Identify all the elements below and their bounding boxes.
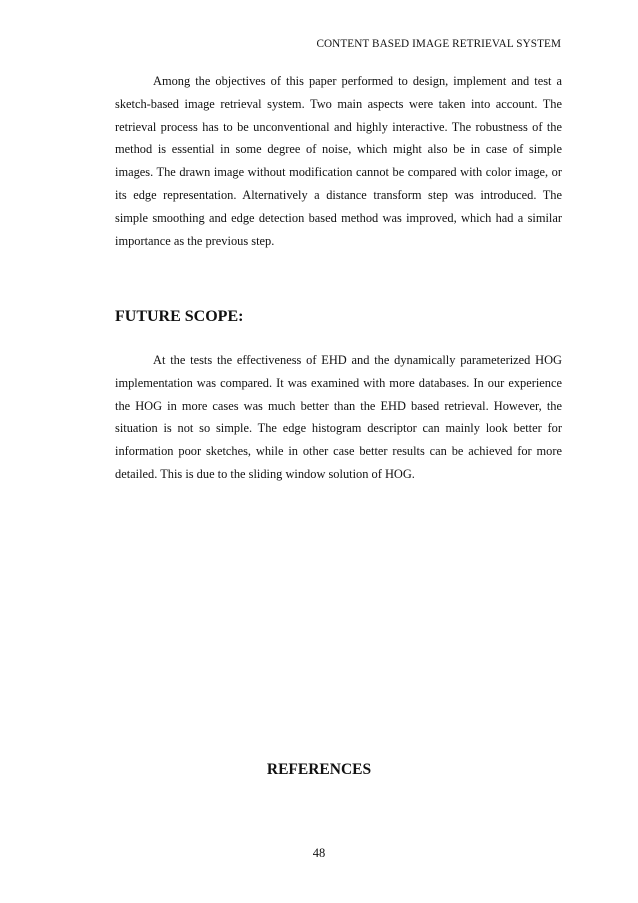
body-paragraph-future-scope: At the tests the effectiveness of EHD and the dynamically parameterized HOG implementation was compared. It was examined with more databases. In our experience the HOG in more cases was much better than the EHD based retrieval. However, the situation is not so simple. The edge histogram descriptor can mainly look better for information poor sketches, while in other case better results can be achieved for more detailed. This is due to the sliding window solution of HOG. (115, 353, 562, 481)
section-heading-references: REFERENCES (266, 761, 372, 778)
body-paragraph-objectives: Among the objectives of this paper performed to design, implement and test a sketch-based image retrieval system. Two main aspects were taken into account. The retrieval process has to be unconventional and highly interactive. The robustness of the method is essential in some degree of noise, which might also be in case of simple images. The drawn image without modification cannot be compared with color image, or its edge representation. Alternatively a distance transform step was introduced. The simple smoothing and edge detection based method was improved, which had a similar importance as the previous step. (115, 74, 562, 248)
running-header-title: CONTENT BASED IMAGE RETRIEVAL SYSTEM (316, 38, 561, 50)
section-heading-future-scope: FUTURE SCOPE: (115, 308, 244, 325)
page-number: 48 (312, 846, 326, 860)
